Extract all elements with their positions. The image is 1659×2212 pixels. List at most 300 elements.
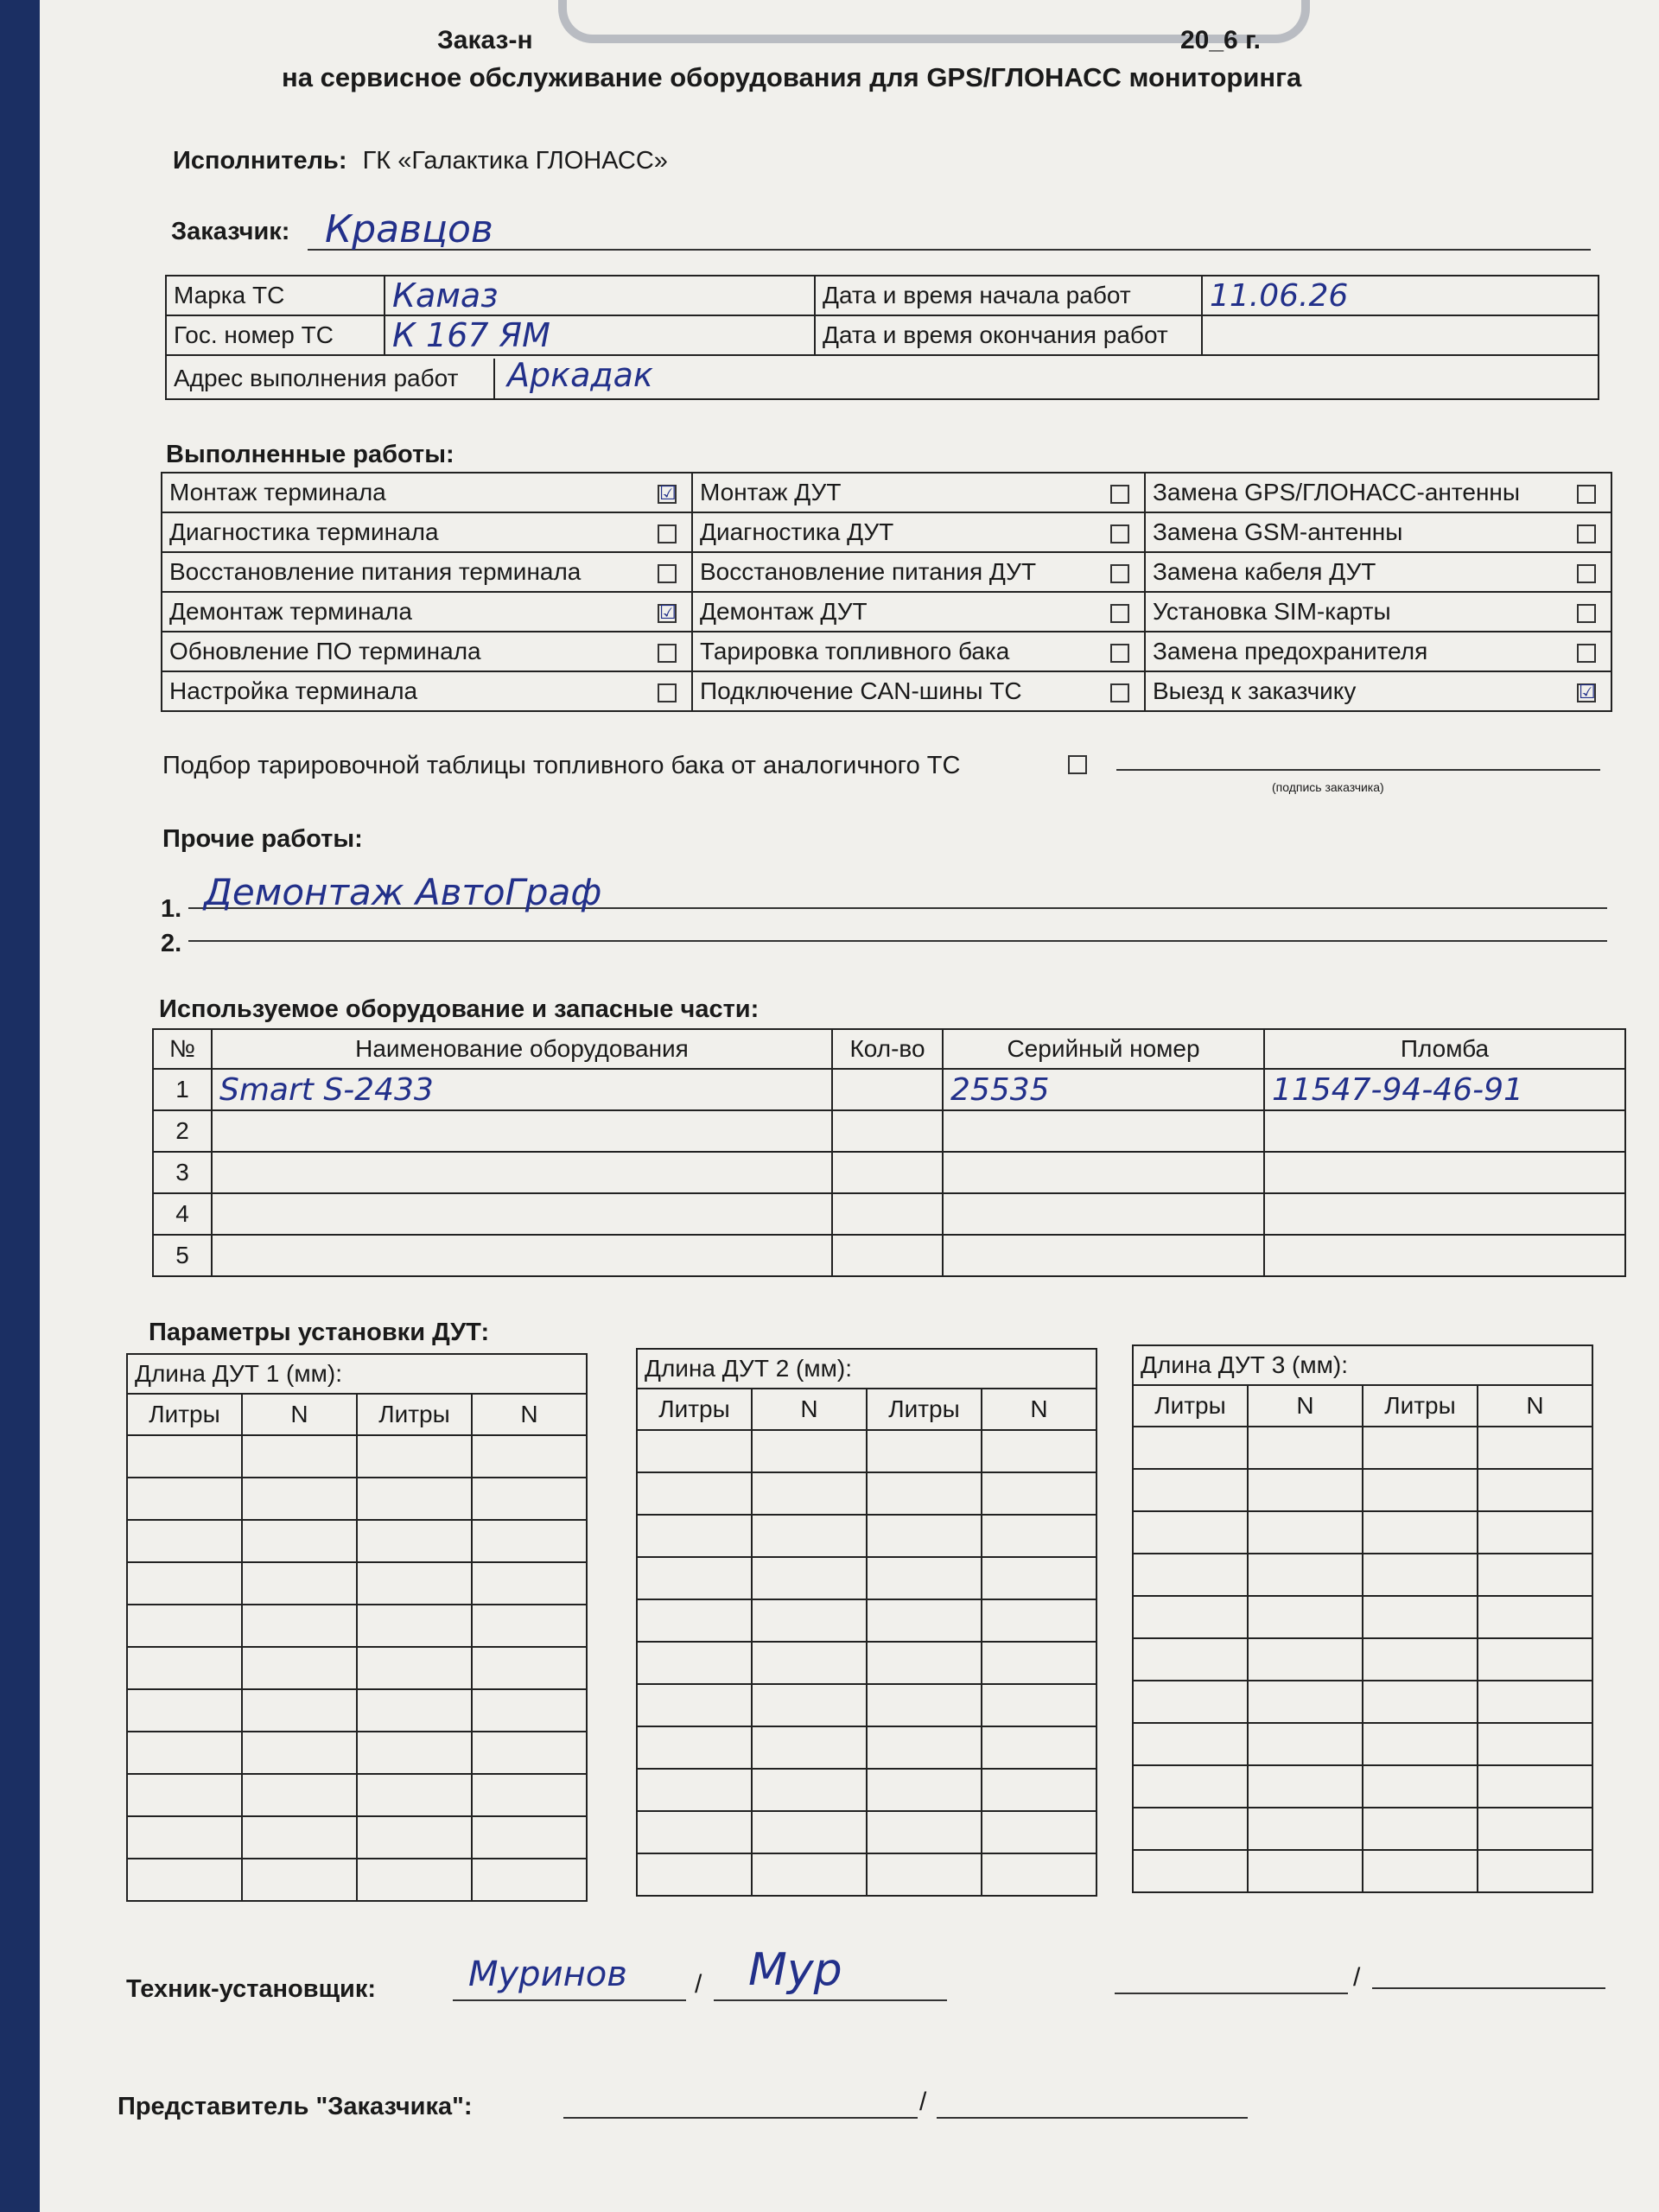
dut-cell[interactable]: [637, 1769, 752, 1811]
work-checkbox-cell: [1096, 671, 1145, 711]
dut-cell[interactable]: [867, 1684, 982, 1726]
dut-cell[interactable]: [1248, 1596, 1363, 1638]
dut-cell[interactable]: [752, 1515, 867, 1557]
work-checkbox[interactable]: [1577, 564, 1596, 583]
dut-row: [127, 1689, 587, 1732]
other-item-2-num: 2.: [161, 930, 182, 957]
dut-cell[interactable]: [1133, 1850, 1248, 1892]
equipment-row: [153, 1110, 1625, 1152]
work-checkbox[interactable]: [1577, 524, 1596, 543]
dut-cell[interactable]: [637, 1515, 752, 1557]
binder-edge: [0, 0, 40, 2212]
address-label: Адрес выполнения работ: [167, 359, 495, 398]
dut-cell[interactable]: [982, 1853, 1096, 1896]
dut-row: [127, 1520, 587, 1562]
dut-cell[interactable]: [357, 1774, 472, 1816]
work-checkbox-cell: [643, 473, 692, 512]
dut-cell[interactable]: [982, 1769, 1096, 1811]
rep-name-line: [563, 2117, 918, 2119]
dut-cell[interactable]: [982, 1811, 1096, 1853]
dut-cell[interactable]: [1363, 1681, 1478, 1723]
dut-cell[interactable]: [982, 1726, 1096, 1769]
equipment-header: Кол-во: [832, 1029, 943, 1069]
dut-cell[interactable]: [982, 1642, 1096, 1684]
work-checkbox[interactable]: [1110, 604, 1129, 623]
work-label: Обновление ПО терминала: [162, 632, 643, 671]
dut-cell[interactable]: [867, 1599, 982, 1642]
dut-row: [1133, 1638, 1592, 1681]
dut-cell[interactable]: [1363, 1427, 1478, 1469]
work-label: Демонтаж терминала: [162, 592, 643, 632]
equipment-cell[interactable]: [943, 1193, 1264, 1235]
tech-signature[interactable]: Мур: [748, 1944, 842, 1996]
dut-cell[interactable]: [752, 1430, 867, 1472]
end-label: Дата и время окончания работ: [815, 315, 1202, 355]
dut-cell[interactable]: [982, 1684, 1096, 1726]
dut-cell[interactable]: [867, 1726, 982, 1769]
dut-cell[interactable]: [752, 1472, 867, 1515]
dut-col-header: Литры: [1133, 1385, 1248, 1427]
dut-cell[interactable]: [127, 1478, 242, 1520]
dut-cell[interactable]: [637, 1599, 752, 1642]
dut-cell[interactable]: [982, 1515, 1096, 1557]
work-checkbox[interactable]: [1110, 564, 1129, 583]
work-checkbox[interactable]: [1110, 485, 1129, 504]
dut-cell[interactable]: [1478, 1554, 1592, 1596]
dut-cell[interactable]: [752, 1599, 867, 1642]
dut-cell[interactable]: [1248, 1427, 1363, 1469]
executor-label: Исполнитель:: [173, 147, 347, 175]
dut-cell[interactable]: [1363, 1469, 1478, 1511]
dut-row: [127, 1732, 587, 1774]
work-checkbox[interactable]: ☑: [1579, 680, 1596, 702]
dut-cell[interactable]: [472, 1647, 587, 1689]
work-checkbox[interactable]: [1577, 604, 1596, 623]
work-checkbox-cell: [1562, 552, 1611, 592]
equipment-cell[interactable]: 25535: [943, 1069, 1264, 1110]
dut-cell[interactable]: [242, 1435, 357, 1478]
dut-cell[interactable]: [1248, 1469, 1363, 1511]
dut-cell[interactable]: [472, 1689, 587, 1732]
work-label: Замена предохранителя: [1145, 632, 1562, 671]
dut-cell[interactable]: [242, 1774, 357, 1816]
dut-cell[interactable]: [127, 1774, 242, 1816]
dut-row: [1133, 1554, 1592, 1596]
work-label: Подключение CAN-шины ТС: [692, 671, 1096, 711]
dut-cell[interactable]: [867, 1430, 982, 1472]
dut-row: [637, 1515, 1096, 1557]
dut-cell[interactable]: [127, 1435, 242, 1478]
dut-cell[interactable]: [357, 1647, 472, 1689]
works-row: [162, 552, 1611, 592]
plate-value-text: К 167 ЯМ: [392, 316, 550, 354]
equipment-row-num: 4: [153, 1193, 212, 1235]
dut-cell[interactable]: [637, 1472, 752, 1515]
dut-cell[interactable]: [242, 1478, 357, 1520]
work-label: Демонтаж ДУТ: [692, 592, 1096, 632]
dut-cell[interactable]: [1478, 1765, 1592, 1808]
work-checkbox-cell: [643, 552, 692, 592]
work-checkbox[interactable]: [1577, 644, 1596, 663]
equipment-cell[interactable]: [943, 1110, 1264, 1152]
dut-cell[interactable]: [472, 1435, 587, 1478]
dut-cell[interactable]: [242, 1732, 357, 1774]
equipment-header: Пломба: [1264, 1029, 1625, 1069]
dut-cell[interactable]: [357, 1562, 472, 1605]
dut-cell[interactable]: [637, 1557, 752, 1599]
dut-cell[interactable]: [1478, 1850, 1592, 1892]
dut-cell[interactable]: [752, 1811, 867, 1853]
dut-cell[interactable]: [752, 1726, 867, 1769]
dut-cell[interactable]: [1248, 1850, 1363, 1892]
other-item-2-line: [188, 940, 1607, 942]
dut-cell[interactable]: [1478, 1469, 1592, 1511]
tech2-slash: /: [1353, 1963, 1361, 1992]
dut-cell[interactable]: [1363, 1554, 1478, 1596]
dut-table-3: [1132, 1344, 1593, 1893]
dut-cell[interactable]: [637, 1811, 752, 1853]
dut-cell[interactable]: [1133, 1765, 1248, 1808]
equipment-header: Серийный номер: [943, 1029, 1264, 1069]
dut-title: Параметры установки ДУТ:: [149, 1319, 490, 1346]
work-checkbox[interactable]: ☑: [659, 601, 677, 623]
equipment-cell[interactable]: [943, 1152, 1264, 1193]
dut-cell[interactable]: [1133, 1638, 1248, 1681]
dut-cell[interactable]: [982, 1599, 1096, 1642]
works-row: [162, 632, 1611, 671]
rep-slash: /: [919, 2088, 927, 2116]
dut-cell[interactable]: [1363, 1596, 1478, 1638]
tech-sign-line: [714, 1999, 947, 2001]
vehicle-table: [165, 275, 1599, 400]
work-checkbox-cell: [1096, 552, 1145, 592]
dut-cell[interactable]: [1363, 1511, 1478, 1554]
dut-cell[interactable]: [127, 1689, 242, 1732]
equipment-cell[interactable]: [212, 1235, 832, 1276]
dut-cell[interactable]: [472, 1605, 587, 1647]
dut-col-header: N: [982, 1389, 1096, 1430]
dut-row: [1133, 1723, 1592, 1765]
dut-cell[interactable]: [127, 1859, 242, 1901]
dut-cell[interactable]: [1478, 1638, 1592, 1681]
dut-cell[interactable]: [637, 1642, 752, 1684]
equipment-cell[interactable]: [832, 1235, 943, 1276]
work-checkbox-cell: [643, 671, 692, 711]
dut-cell[interactable]: [867, 1557, 982, 1599]
dut-cell[interactable]: [1133, 1554, 1248, 1596]
equipment-cell[interactable]: [212, 1110, 832, 1152]
dut-cell[interactable]: [1478, 1808, 1592, 1850]
equipment-row-num: 5: [153, 1235, 212, 1276]
dut-table-2: [636, 1348, 1097, 1897]
dut-cell[interactable]: [1363, 1723, 1478, 1765]
dut-cell[interactable]: [867, 1472, 982, 1515]
customer-value[interactable]: Кравцов: [325, 207, 493, 251]
dut-row: [127, 1562, 587, 1605]
dut-cell[interactable]: [127, 1732, 242, 1774]
works-row: [162, 473, 1611, 512]
work-checkbox[interactable]: [658, 524, 677, 543]
equipment-cell[interactable]: [1264, 1110, 1625, 1152]
dut-cell[interactable]: [1133, 1808, 1248, 1850]
dut-row: [1133, 1765, 1592, 1808]
dut-cell[interactable]: [472, 1816, 587, 1859]
dut-cell[interactable]: [1248, 1554, 1363, 1596]
dut-cell[interactable]: [1478, 1511, 1592, 1554]
dut-row: [637, 1726, 1096, 1769]
dut-cell[interactable]: [242, 1647, 357, 1689]
dut-cell[interactable]: [1133, 1723, 1248, 1765]
work-checkbox-cell: [1096, 512, 1145, 552]
dut-cell[interactable]: [242, 1562, 357, 1605]
work-label: Настройка терминала: [162, 671, 643, 711]
dut-row: [637, 1599, 1096, 1642]
brand-value[interactable]: [385, 276, 815, 315]
equipment-cell[interactable]: 11547-94-46-91: [1264, 1069, 1625, 1110]
address-value[interactable]: Аркадак: [507, 356, 653, 394]
dut-cell[interactable]: [472, 1520, 587, 1562]
work-checkbox-cell: [643, 632, 692, 671]
equipment-row-num: 3: [153, 1152, 212, 1193]
dut-cell[interactable]: [637, 1430, 752, 1472]
plate-value[interactable]: [385, 315, 815, 355]
start-value-text: 11.06.26: [1210, 277, 1349, 314]
dut-row: [127, 1859, 587, 1901]
address-row: [166, 355, 1599, 399]
equipment-cell[interactable]: [832, 1110, 943, 1152]
dut-row: [637, 1769, 1096, 1811]
start-value[interactable]: [1202, 276, 1599, 315]
dut-length-label: Длина ДУТ 2 (мм):: [637, 1349, 1096, 1389]
dut-cell[interactable]: [242, 1816, 357, 1859]
work-checkbox[interactable]: [1110, 644, 1129, 663]
dut-cell[interactable]: [1133, 1469, 1248, 1511]
plate-label: Гос. номер ТС: [166, 315, 385, 355]
dut-cell[interactable]: [127, 1647, 242, 1689]
dut-cell[interactable]: [982, 1430, 1096, 1472]
dut-cell[interactable]: [1133, 1596, 1248, 1638]
dut-row: [637, 1853, 1096, 1896]
dut-cell[interactable]: [867, 1642, 982, 1684]
equipment-cell[interactable]: [212, 1193, 832, 1235]
dut-cell[interactable]: [127, 1605, 242, 1647]
dut-col-header: N: [1478, 1385, 1592, 1427]
dut-cell[interactable]: [1478, 1681, 1592, 1723]
executor-row: [173, 147, 668, 175]
dut-cell[interactable]: [752, 1769, 867, 1811]
dut-cell[interactable]: [357, 1520, 472, 1562]
work-checkbox-cell: [1096, 632, 1145, 671]
dut-row: [1133, 1469, 1592, 1511]
dut-cell[interactable]: [867, 1853, 982, 1896]
customer-label: Заказчик:: [171, 218, 290, 245]
work-checkbox-cell: [1562, 671, 1611, 711]
dut-cell[interactable]: [982, 1557, 1096, 1599]
dut-length-label: Длина ДУТ 3 (мм):: [1133, 1345, 1592, 1385]
dut-cell[interactable]: [1248, 1681, 1363, 1723]
dut-cell[interactable]: [242, 1859, 357, 1901]
dut-cell[interactable]: [357, 1732, 472, 1774]
equipment-cell[interactable]: [1264, 1193, 1625, 1235]
equipment-row: [153, 1069, 1625, 1110]
equipment-cell[interactable]: [832, 1193, 943, 1235]
dut-cell[interactable]: [1248, 1723, 1363, 1765]
dut-cell[interactable]: [357, 1816, 472, 1859]
equipment-header: №: [153, 1029, 212, 1069]
dut-row: [1133, 1427, 1592, 1469]
dut-cell[interactable]: [752, 1642, 867, 1684]
dut-cell[interactable]: [472, 1562, 587, 1605]
dut-cell[interactable]: [752, 1853, 867, 1896]
dut-row: [637, 1557, 1096, 1599]
document-page: [40, 0, 1659, 2212]
dut-cell[interactable]: [1363, 1850, 1478, 1892]
dut-cell[interactable]: [752, 1557, 867, 1599]
dut-cell[interactable]: [1133, 1427, 1248, 1469]
tariff-checkbox[interactable]: [1068, 755, 1087, 774]
dut-cell[interactable]: [867, 1811, 982, 1853]
work-label: Восстановление питания терминала: [162, 552, 643, 592]
dut-cell[interactable]: [1248, 1765, 1363, 1808]
work-label: Выезд к заказчику: [1145, 671, 1562, 711]
work-checkbox[interactable]: [1577, 485, 1596, 504]
dut-cell[interactable]: [1478, 1723, 1592, 1765]
equipment-cell[interactable]: Smart S-2433: [212, 1069, 832, 1110]
work-checkbox[interactable]: [658, 644, 677, 663]
equipment-row-num: 2: [153, 1110, 212, 1152]
work-label: Тарировка топливного бака: [692, 632, 1096, 671]
work-label: Восстановление питания ДУТ: [692, 552, 1096, 592]
dut-cell[interactable]: [1248, 1808, 1363, 1850]
work-checkbox-cell: [1096, 592, 1145, 632]
equipment-cell[interactable]: [832, 1069, 943, 1110]
equipment-header: Наименование оборудования: [212, 1029, 832, 1069]
works-title: Выполненные работы:: [166, 441, 454, 468]
dut-row: [637, 1430, 1096, 1472]
tech-name[interactable]: Муринов: [468, 1955, 627, 1994]
dut-col-header: N: [242, 1394, 357, 1435]
dut-col-header: N: [472, 1394, 587, 1435]
dut-row: [637, 1684, 1096, 1726]
dut-cell[interactable]: [1363, 1638, 1478, 1681]
dut-cell[interactable]: [637, 1684, 752, 1726]
equipment-cell[interactable]: [943, 1235, 1264, 1276]
dut-table-1: [126, 1353, 588, 1902]
brand-value-text: Камаз: [392, 276, 499, 315]
order-subtitle: на сервисное обслуживание оборудования для GPS/ГЛОНАСС мониторинга: [282, 62, 1302, 92]
dut-cell[interactable]: [472, 1774, 587, 1816]
work-checkbox-cell: [1096, 473, 1145, 512]
work-checkbox-cell: [643, 512, 692, 552]
dut-cell[interactable]: [242, 1605, 357, 1647]
dut-cell[interactable]: [357, 1689, 472, 1732]
tech2-name-line: [1115, 1993, 1348, 1994]
brand-label: Марка ТС: [166, 276, 385, 315]
dut-cell[interactable]: [1363, 1765, 1478, 1808]
tech-name-line: [453, 1999, 686, 2001]
equipment-cell[interactable]: [1264, 1235, 1625, 1276]
dut-cell[interactable]: [242, 1689, 357, 1732]
tariff-caption: (подпись заказчика): [1272, 780, 1384, 794]
order-title-prefix: Заказ-н: [437, 26, 533, 54]
work-checkbox[interactable]: [1110, 524, 1129, 543]
tariff-signature-line: [1116, 769, 1600, 771]
work-checkbox[interactable]: ☑: [659, 481, 677, 504]
executor-value: ГК «Галактика ГЛОНАСС»: [362, 147, 668, 175]
work-checkbox[interactable]: [658, 564, 677, 583]
dut-cell[interactable]: [127, 1562, 242, 1605]
dut-row: [127, 1478, 587, 1520]
dut-cell[interactable]: [127, 1520, 242, 1562]
dut-cell[interactable]: [1133, 1681, 1248, 1723]
dut-col-header: Литры: [127, 1394, 242, 1435]
work-label: Замена кабеля ДУТ: [1145, 552, 1562, 592]
dut-cell[interactable]: [637, 1726, 752, 1769]
dut-cell[interactable]: [637, 1853, 752, 1896]
dut-cell[interactable]: [357, 1859, 472, 1901]
end-value[interactable]: [1202, 315, 1599, 355]
dut-cell[interactable]: [867, 1515, 982, 1557]
equipment-row: [153, 1235, 1625, 1276]
dut-col-header: N: [1248, 1385, 1363, 1427]
works-row: [162, 671, 1611, 711]
dut-cell[interactable]: [1478, 1596, 1592, 1638]
dut-cell[interactable]: [472, 1732, 587, 1774]
work-checkbox[interactable]: [658, 683, 677, 702]
dut-row: [127, 1774, 587, 1816]
equipment-table: [152, 1028, 1626, 1277]
works-row: [162, 592, 1611, 632]
dut-cell[interactable]: [1478, 1427, 1592, 1469]
other-title: Прочие работы:: [162, 825, 363, 853]
dut-cell[interactable]: [127, 1816, 242, 1859]
dut-cell[interactable]: [472, 1859, 587, 1901]
dut-cell[interactable]: [242, 1520, 357, 1562]
dut-cell[interactable]: [357, 1435, 472, 1478]
equipment-header-row: [153, 1029, 1625, 1069]
dut-cell[interactable]: [752, 1684, 867, 1726]
work-label: Монтаж ДУТ: [692, 473, 1096, 512]
dut-cell[interactable]: [982, 1472, 1096, 1515]
equipment-title: Используемое оборудование и запасные части:: [159, 995, 760, 1023]
dut-cell[interactable]: [1133, 1511, 1248, 1554]
dut-cell[interactable]: [867, 1769, 982, 1811]
work-checkbox-cell: [1562, 592, 1611, 632]
work-label: Диагностика ДУТ: [692, 512, 1096, 552]
work-checkbox[interactable]: [1110, 683, 1129, 702]
dut-col-header: Литры: [867, 1389, 982, 1430]
dut-cell[interactable]: [1248, 1638, 1363, 1681]
order-title-year: 20_6 г.: [1180, 26, 1261, 54]
other-item-1-value[interactable]: Демонтаж АвтоГраф: [204, 871, 602, 913]
equipment-cell[interactable]: [212, 1152, 832, 1193]
dut-cell[interactable]: [472, 1478, 587, 1520]
dut-row: [637, 1811, 1096, 1853]
dut-cell[interactable]: [1248, 1511, 1363, 1554]
dut-row: [1133, 1681, 1592, 1723]
rep-sign-line: [937, 2117, 1248, 2119]
dut-cell[interactable]: [357, 1605, 472, 1647]
dut-cell[interactable]: [357, 1478, 472, 1520]
equipment-row-num: 1: [153, 1069, 212, 1110]
works-table: [161, 472, 1612, 712]
dut-cell[interactable]: [1363, 1808, 1478, 1850]
equipment-cell[interactable]: [832, 1152, 943, 1193]
work-checkbox-cell: [1562, 632, 1611, 671]
equipment-cell[interactable]: [1264, 1152, 1625, 1193]
dut-row: [127, 1605, 587, 1647]
dut-row: [1133, 1596, 1592, 1638]
